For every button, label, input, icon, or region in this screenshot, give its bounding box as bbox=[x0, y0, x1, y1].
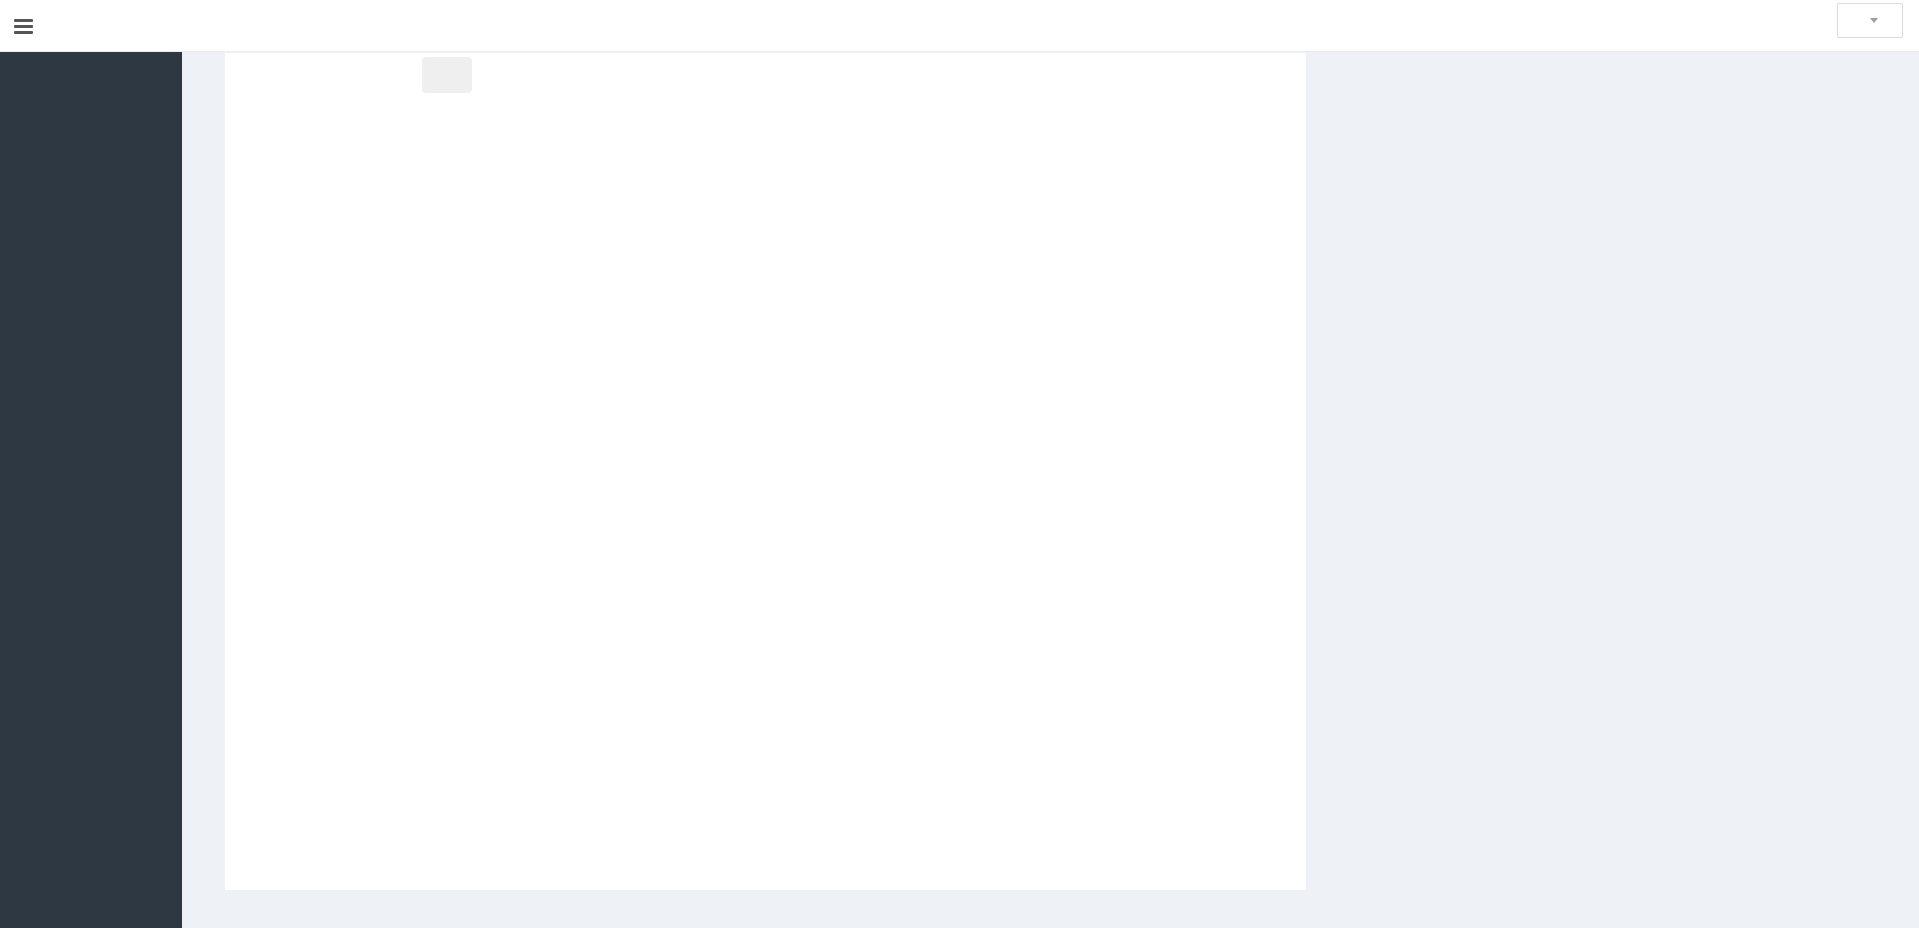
settings-form-card bbox=[225, 53, 1306, 890]
menu-toggle-icon[interactable] bbox=[14, 19, 33, 37]
caret-down-icon bbox=[1870, 18, 1878, 27]
app-header bbox=[0, 0, 1919, 52]
submit-button[interactable] bbox=[422, 57, 472, 93]
sidebar bbox=[0, 52, 182, 928]
user-dropdown[interactable] bbox=[1837, 3, 1903, 38]
